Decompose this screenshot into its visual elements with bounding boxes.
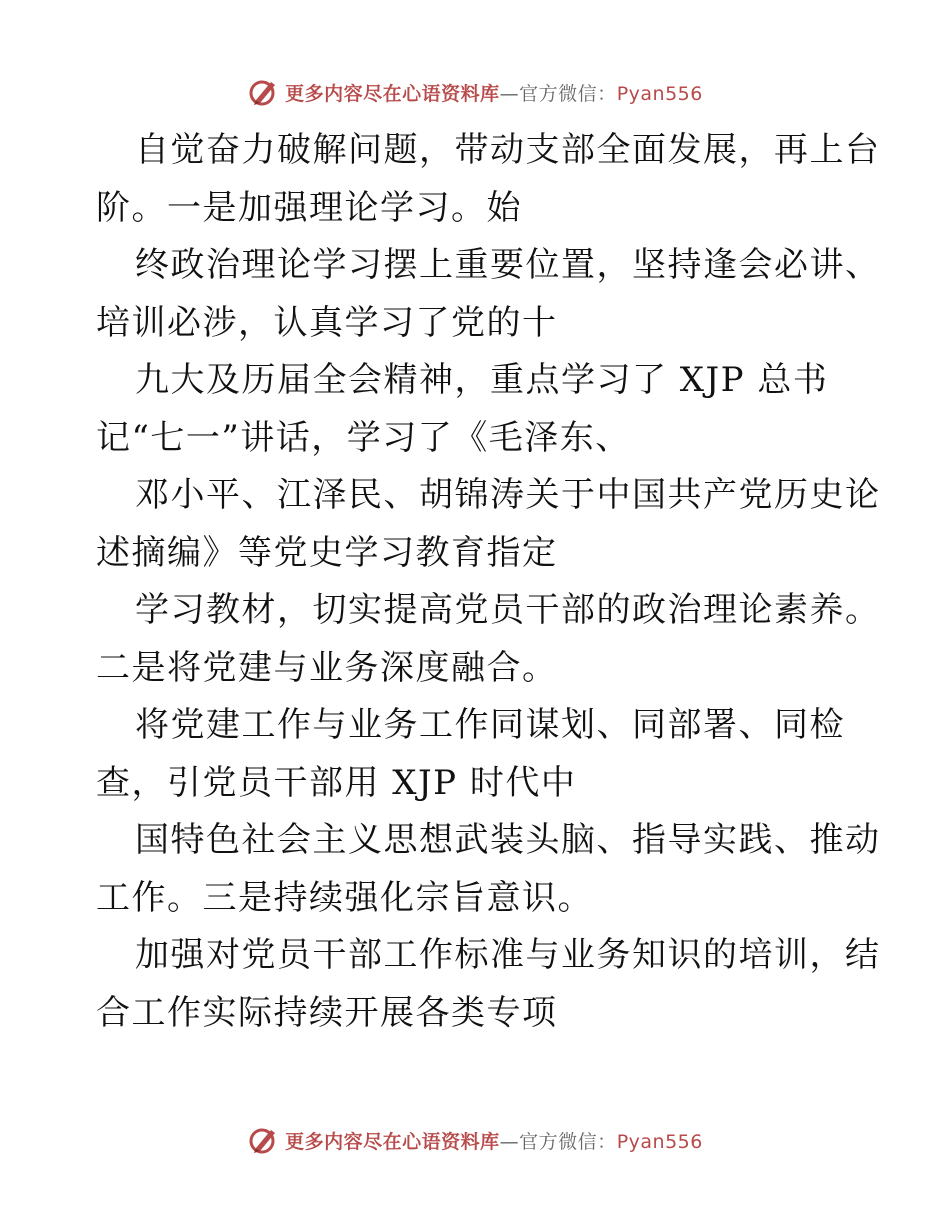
header-watermark: [0, 72, 950, 112]
document-body: [96, 122, 881, 1042]
footer-watermark: [0, 1120, 950, 1160]
document-line: 九大及历届全会精神，重点学习了 XJP 总书: [135, 360, 829, 400]
pen-logo-icon: [247, 1124, 279, 1156]
document-line: 述摘编》等党史学习教育指定: [96, 532, 558, 573]
document-line: 记“七一”讲话，学习了《毛泽东、: [96, 417, 631, 458]
document-line: 邓小平、江泽民、胡锦涛关于中国共产党历史论: [135, 475, 881, 515]
watermark-account-id: Pyan556: [616, 82, 703, 105]
watermark-account-label: 官方微信：: [519, 82, 617, 105]
document-line: 工作。三是持续强化宗旨意识。: [96, 877, 593, 918]
document-line: 将党建工作与业务工作同谋划、同部署、同检: [135, 705, 845, 745]
watermark-main: 更多内容尽在心语资料库: [285, 1130, 500, 1153]
watermark-separator: —: [499, 82, 520, 105]
document-line: 加强对党员干部工作标准与业务知识的培训，结: [135, 935, 881, 975]
watermark-account-id: Pyan556: [616, 1130, 703, 1153]
document-line: 培训必涉，认真学习了党的十: [96, 302, 558, 343]
document-line: 终政治理论学习摆上重要位置，坚持逢会必讲、: [135, 245, 881, 285]
watermark-text: [285, 79, 703, 106]
document-line: 合工作实际持续开展各类专项: [96, 992, 558, 1033]
pen-logo-icon: [247, 76, 279, 108]
watermark-account-label: 官方微信：: [519, 1130, 617, 1153]
document-line: 国特色社会主义思想武装头脑、指导实践、推动: [135, 820, 881, 860]
watermark-text: [285, 1127, 703, 1154]
watermark-main: 更多内容尽在心语资料库: [285, 82, 500, 105]
watermark-separator: —: [499, 1130, 520, 1153]
document-line: 查，引党员干部用 XJP 时代中: [96, 762, 577, 803]
document-line: 阶。一是加强理论学习。始: [96, 187, 522, 228]
document-line: 学习教材，切实提高党员干部的政治理论素养。: [135, 590, 881, 630]
document-line: 自觉奋力破解问题，带动支部全面发展，再上台: [135, 130, 881, 170]
document-line: 二是将党建与业务深度融合。: [96, 647, 558, 688]
